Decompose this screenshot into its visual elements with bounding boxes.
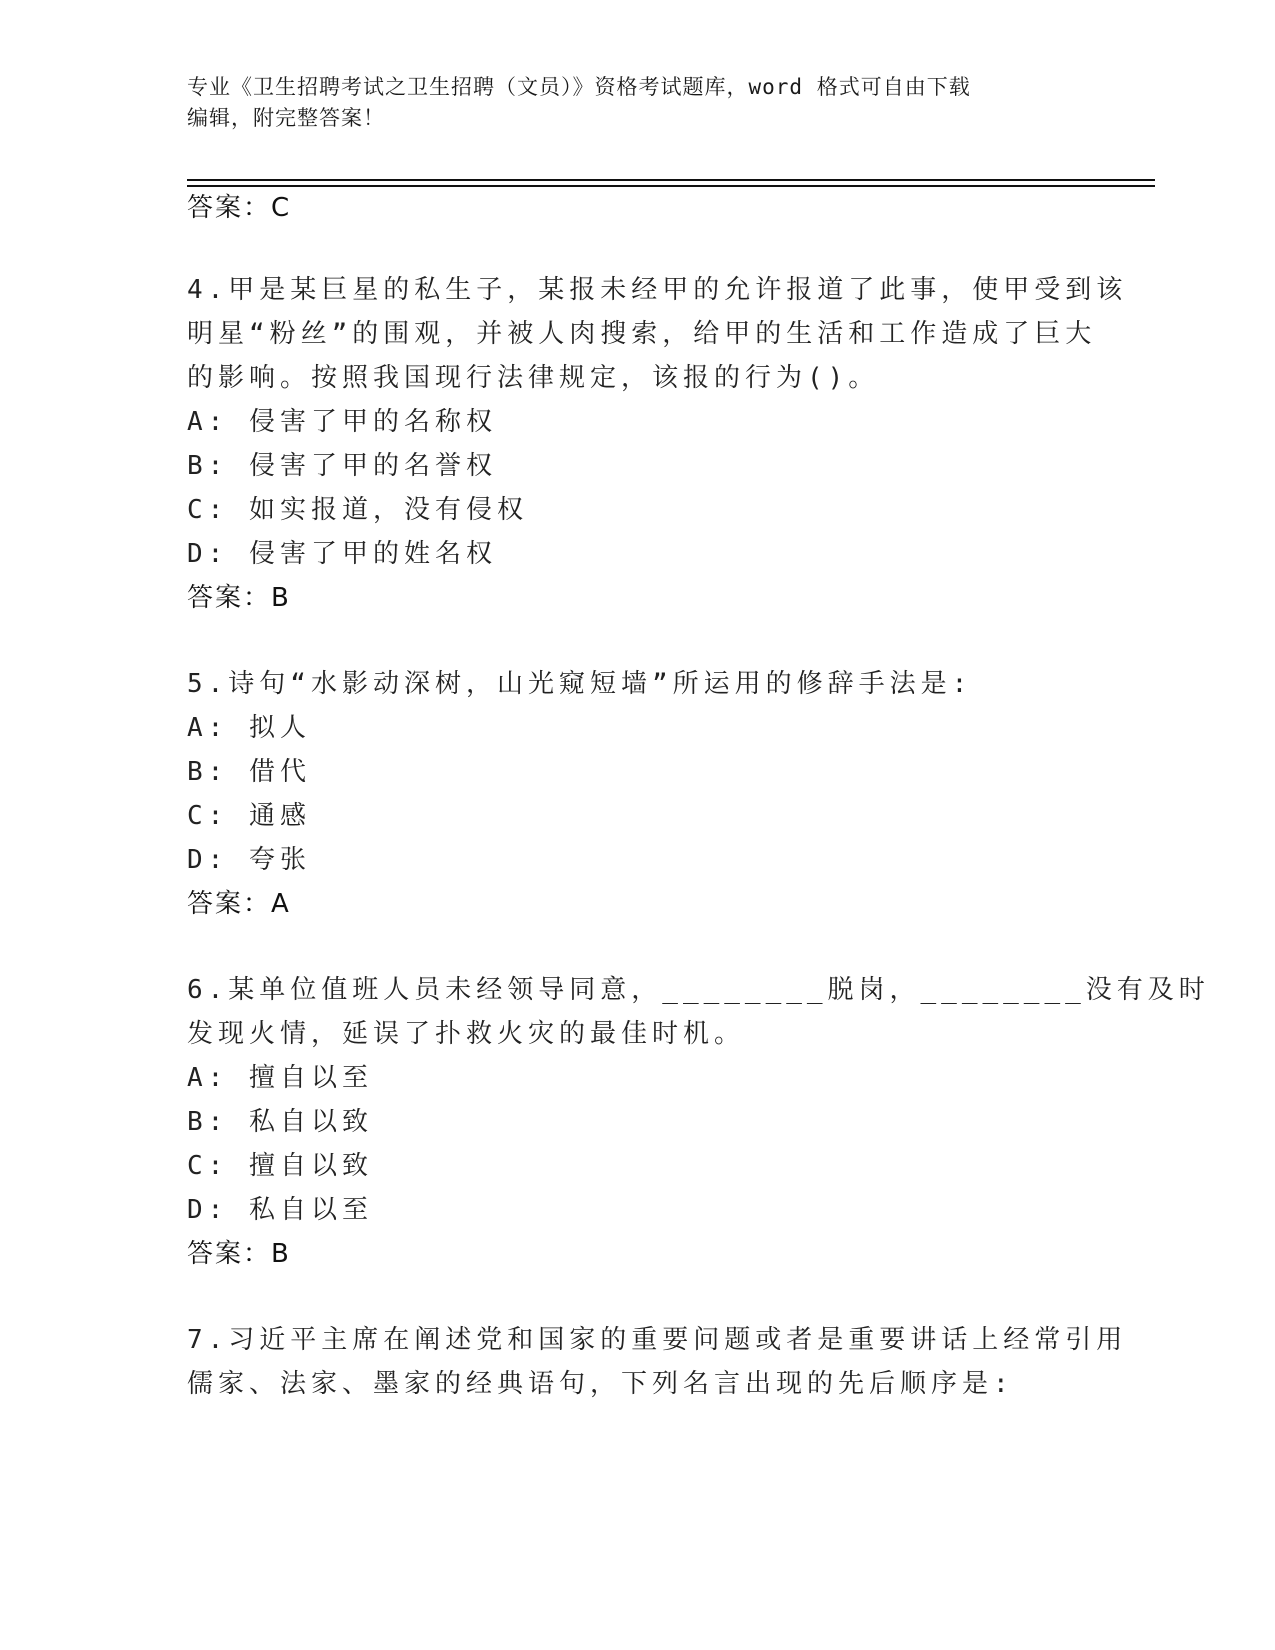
header-line-1: 专业《卫生招聘考试之卫生招聘（文员）》资格考试题库，word 格式可自由下载 xyxy=(187,75,971,99)
question-6-option-c: C: 擅自以致 xyxy=(187,1151,373,1181)
question-4-stem-line-2: 明星“粉丝”的围观，并被人肉搜索，给甲的生活和工作造成了巨大 xyxy=(187,319,1097,349)
question-5-option-b: B: 借代 xyxy=(187,757,311,787)
header-line-2: 编辑，附完整答案！ xyxy=(187,106,385,130)
question-5-answer: 答案：A xyxy=(187,889,291,919)
header-divider-top xyxy=(187,179,1155,181)
question-4-option-a: A: 侵害了甲的名称权 xyxy=(187,407,497,437)
question-5-option-d: D: 夸张 xyxy=(187,845,311,875)
question-4-answer: 答案：B xyxy=(187,583,291,613)
header-divider-bottom xyxy=(187,185,1155,187)
question-6-stem-line-2: 发现火情，延误了扑救火灾的最佳时机。 xyxy=(187,1019,746,1049)
question-4-option-c: C: 如实报道，没有侵权 xyxy=(187,495,528,525)
question-7-stem-line-1: 7.习近平主席在阐述党和国家的重要问题或者是重要讲话上经常引用 xyxy=(187,1325,1128,1355)
question-6-answer: 答案：B xyxy=(187,1239,291,1269)
document-header xyxy=(187,72,1087,134)
question-5-option-a: A: 拟人 xyxy=(187,713,311,743)
question-5-stem-line-1: 5.诗句“水影动深树，山光窥短墙”所运用的修辞手法是: xyxy=(187,669,973,699)
question-5-option-c: C: 通感 xyxy=(187,801,311,831)
question-4-option-d: D: 侵害了甲的姓名权 xyxy=(187,539,497,569)
question-6-stem-line-1: 6.某单位值班人员未经领导同意，________脱岗，________没有及时 xyxy=(187,975,1210,1005)
question-4-option-b: B: 侵害了甲的名誉权 xyxy=(187,451,497,481)
question-4-stem-line-3: 的影响。按照我国现行法律规定，该报的行为()。 xyxy=(187,363,880,393)
question-4-stem-line-1: 4.甲是某巨星的私生子，某报未经甲的允许报道了此事，使甲受到该 xyxy=(187,275,1128,305)
question-6-option-d: D: 私自以至 xyxy=(187,1195,373,1225)
question-7-stem-line-2: 儒家、法家、墨家的经典语句，下列名言出现的先后顺序是: xyxy=(187,1369,1014,1399)
previous-answer: 答案：C xyxy=(187,193,292,223)
question-6-option-b: B: 私自以致 xyxy=(187,1107,373,1137)
question-6-option-a: A: 擅自以至 xyxy=(187,1063,373,1093)
